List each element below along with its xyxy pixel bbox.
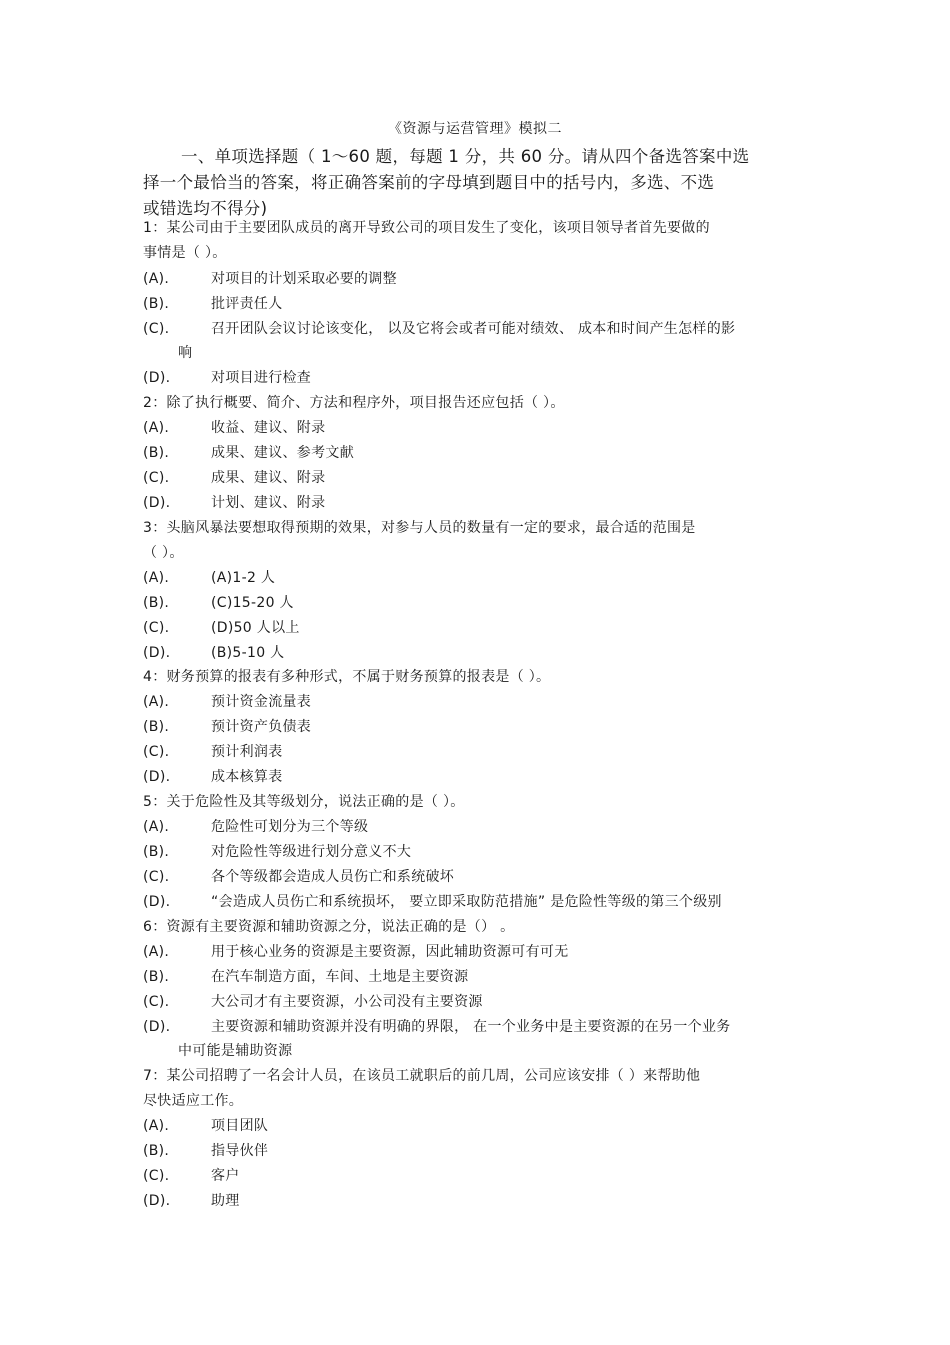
question-6-stem-line-1: 6：资源有主要资源和辅助资源之分，说法正确的是（） 。 [143,919,515,935]
option-letter: (C). [143,994,170,1010]
option-text: 对项目进行检查 [211,370,312,386]
option-text: 用于核心业务的资源是主要资源，因此辅助资源可有可无 [211,944,569,960]
option-text: 召开团队会议讨论该变化， 以及它将会或者可能对绩效、 成本和时间产生怎样的影 [211,321,736,337]
option-letter: (B). [143,969,170,985]
option-letter: (B). [143,445,170,461]
question-7-stem-line-2: 尽快适应工作。 [143,1093,244,1109]
option-text: (D)50 人以上 [211,620,300,636]
option-text: 危险性可划分为三个等级 [211,819,369,835]
option-letter: (C). [143,620,170,636]
question-5-stem-line-1: 5：关于危险性及其等级划分，说法正确的是（ ）。 [143,794,465,810]
question-1-stem-line-1: 1：某公司由于主要团队成员的离开导致公司的项目发生了变化，该项目领导者首先要做的 [143,220,710,236]
question-4-stem-line-1: 4：财务预算的报表有多种形式，不属于财务预算的报表是（ ）。 [143,669,551,685]
option-text: (A)1-2 人 [211,570,276,586]
option-text: 在汽车制造方面，车间、土地是主要资源 [211,969,469,985]
option-letter: (A). [143,694,170,710]
option-text: 各个等级都会造成人员伤亡和系统破坏 [211,869,455,885]
option-text: 对危险性等级进行划分意义不大 [211,844,412,860]
question-7-stem-line-1: 7：某公司招聘了一名会计人员，在该员工就职后的前几周，公司应该安排（ ）来帮助他 [143,1068,701,1084]
option-letter: (C). [143,744,170,760]
option-text: 成果、建议、参考文献 [211,445,354,461]
option-letter: (B). [143,719,170,735]
instructions-line-2: 择一个最恰当的答案，将正确答案前的字母填到题目中的括号内，多选、不选 [143,173,715,192]
instructions-line-1: 一、单项选择题（ 1～60 题，每题 1 分，共 60 分。请从四个备选答案中选 [181,147,750,166]
question-1-stem-line-2: 事情是（ ）。 [143,245,227,261]
option-text: 对项目的计划采取必要的调整 [211,271,397,287]
option-text: 项目团队 [211,1118,269,1134]
option-text: 客户 [211,1168,240,1184]
option-letter: (D). [143,1019,171,1035]
question-3-stem-line-2: （ ）。 [143,545,184,561]
option-text: 助理 [211,1193,240,1209]
option-letter: (A). [143,1118,170,1134]
option-letter: (B). [143,1143,170,1159]
option-letter: (A). [143,944,170,960]
option-letter: (D). [143,645,171,661]
question-3-stem-line-1: 3：头脑风暴法要想取得预期的效果，对参与人员的数量有一定的要求，最合适的范围是 [143,520,696,536]
option-letter: (C). [143,1168,170,1184]
question-1-option-c-continued: 响 [178,345,193,361]
option-letter: (A). [143,420,170,436]
option-text: 大公司才有主要资源，小公司没有主要资源 [211,994,483,1010]
option-letter: (C). [143,869,170,885]
option-text: (B)5-10 人 [211,645,285,661]
section-instructions [143,144,803,222]
option-text: 成本核算表 [211,769,283,785]
option-text: “会造成人员伤亡和系统损坏， 要立即采取防范措施” 是危险性等级的第三个级别 [211,894,722,910]
option-text: (C)15-20 人 [211,595,294,611]
option-letter: (A). [143,271,170,287]
option-letter: (A). [143,570,170,586]
option-text: 批评责任人 [211,296,283,312]
option-text: 主要资源和辅助资源并没有明确的界限， 在一个业务中是主要资源的在另一个业务 [211,1019,731,1035]
instructions-line-3: 或错选均不得分) [143,199,268,218]
option-letter: (A). [143,819,170,835]
option-letter: (D). [143,495,171,511]
option-letter: (C). [143,321,170,337]
option-letter: (B). [143,844,170,860]
option-letter: (D). [143,769,171,785]
option-text: 计划、建议、附录 [211,495,326,511]
option-letter: (C). [143,470,170,486]
option-text: 收益、建议、附录 [211,420,326,436]
option-letter: (B). [143,296,170,312]
document-title: 《资源与运营管理》模拟二 [388,121,562,137]
option-letter: (B). [143,595,170,611]
option-text: 预计资金流量表 [211,694,312,710]
question-6-option-d-continued: 中可能是辅助资源 [178,1043,293,1059]
option-text: 指导伙伴 [211,1143,269,1159]
option-letter: (D). [143,370,171,386]
option-letter: (D). [143,1193,171,1209]
option-letter: (D). [143,894,171,910]
option-text: 预计利润表 [211,744,283,760]
option-text: 成果、建议、附录 [211,470,326,486]
option-text: 预计资产负债表 [211,719,312,735]
question-2-stem-line-1: 2：除了执行概要、简介、方法和程序外，项目报告还应包括（ ）。 [143,395,565,411]
